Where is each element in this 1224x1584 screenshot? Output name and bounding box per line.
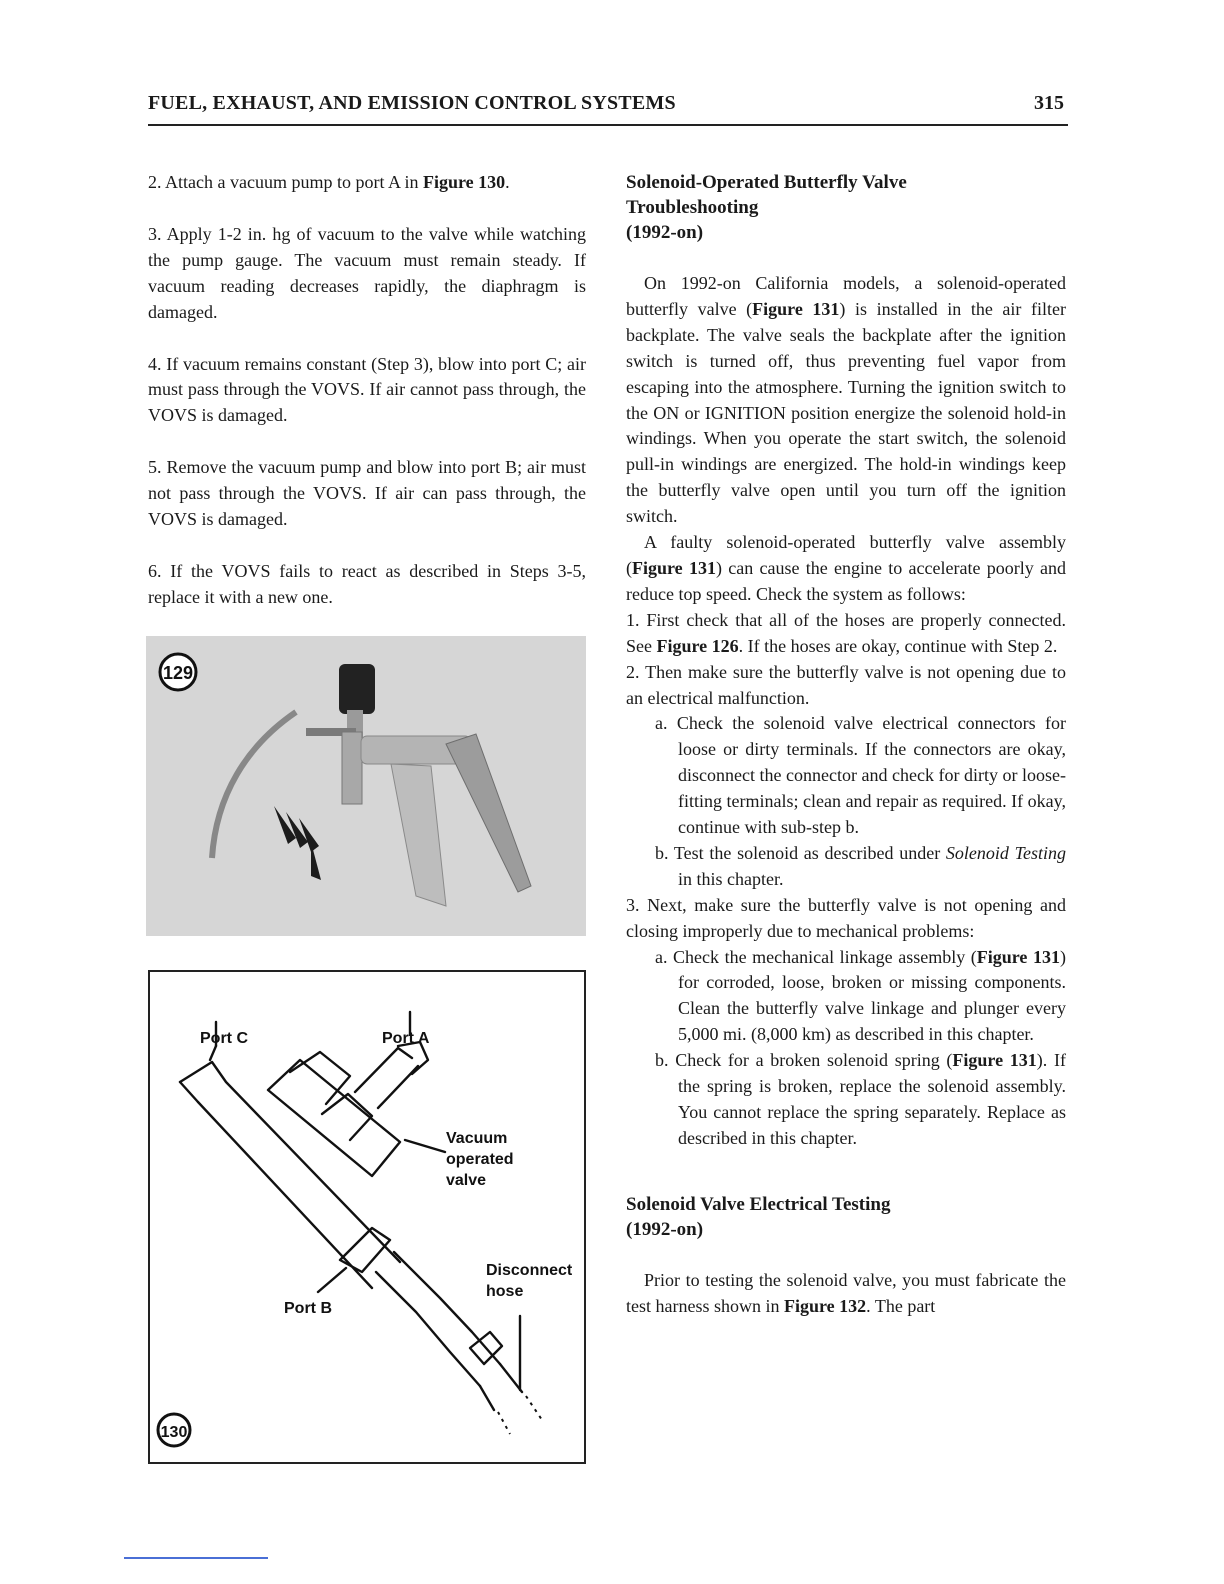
page-header — [148, 92, 1068, 126]
figure-129-photo — [146, 636, 586, 936]
label-disconnect-hose: Disconnect hose — [486, 1262, 573, 1300]
step-4: 4. If vacuum remains constant (Step 3), blow into port C; air must pass through the VOVS. If air cannot pass through, the VOVS is damaged. — [148, 353, 586, 426]
label-port-c: Port C — [200, 1030, 248, 1047]
step-3b: b. Check for a broken solenoid spring (Figure 131). If the spring is broken, replace the solenoid assembly. You cannot replace the spring separately. Replace as described in this chapter. — [655, 1050, 1066, 1148]
page-number: 315 — [1034, 92, 1064, 114]
step-2a: a. Check the solenoid valve electrical connectors for loose or dirty terminals. If the connectors are okay, disconnect the connector and check for dirty or loose-fitting terminals; clean and repair as required. If okay, continue with sub-step b. — [655, 713, 1066, 838]
step-3-mechanical: 3. Next, make sure the butterfly valve is not opening and closing improperly due to mechanical problems: — [626, 894, 1066, 941]
vacuum-pump-illustration — [146, 636, 586, 936]
vacuum-valve-leader-line — [405, 1140, 445, 1152]
figure-ref: Figure 130 — [422, 172, 506, 192]
step-5: 5. Remove the vacuum pump and blow into port B; air must not pass through the VOVS. If air can pass through, the VOVS is damaged. — [148, 457, 586, 530]
section-heading-electrical-testing: Solenoid Valve Electrical Testing (1992-on) — [626, 1193, 891, 1240]
section-heading-troubleshooting: Solenoid-Operated Butterfly Valve Troubleshooting (1992-on) — [626, 172, 907, 243]
paragraph-faulty-valve: A faulty solenoid-operated butterfly valve assembly (Figure 131) can cause the engine to accelerate poorly and reduce top speed. Check the system as follows: — [626, 532, 1066, 604]
label-vacuum-valve: Vacuum operated valve — [446, 1130, 514, 1189]
right-column — [626, 170, 1066, 1320]
figure-number-129: 129 — [162, 663, 194, 683]
step-6: 6. If the VOVS fails to react as described in Steps 3-5, replace it with a new one. — [148, 560, 586, 607]
gauge-icon — [339, 664, 375, 714]
label-port-b: Port B — [284, 1300, 332, 1317]
left-column — [148, 170, 586, 637]
step-1: 1. First check that all of the hoses are properly connected. See Figure 126. If the hoses are okay, continue with Step 2. — [626, 609, 1066, 656]
footer-rule — [124, 1557, 268, 1559]
figure-number-130: 130 — [160, 1424, 188, 1441]
port-b-fitting-icon — [340, 1228, 390, 1272]
paragraph-test-harness: Prior to testing the solenoid valve, you must fabricate the test harness shown in Figure 132. The part — [626, 1269, 1066, 1316]
label-port-a: Port A — [382, 1030, 430, 1047]
valve-body-icon — [268, 1060, 400, 1176]
step-2-electrical: 2. Then make sure the butterfly valve is not opening due to an electrical malfunction. — [626, 661, 1066, 708]
port-b-leader-line — [318, 1268, 346, 1292]
chapter-title: FUEL, EXHAUST, AND EMISSION CONTROL SYSTEMS — [148, 92, 676, 114]
step-2: 2. Attach a vacuum pump to port A in Figure 130. — [148, 172, 510, 192]
step-3: 3. Apply 1-2 in. hg of vacuum to the valve while watching the pump gauge. The vacuum must remain steady. If vacuum reading decreases rapidly, the diaphragm is damaged. — [148, 223, 586, 322]
figure-130-diagram — [148, 970, 586, 1464]
step-2b: b. Test the solenoid as described under Solenoid Testing in this chapter. — [655, 842, 1066, 889]
step-3a: a. Check the mechanical linkage assembly (Figure 131) for corroded, loose, broken or missing components. Clean the butterfly valve linkage and plunger every 5,000 mi. (8,000 km) as described in this chapter. — [655, 946, 1066, 1045]
paragraph-intro: On 1992-on California models, a solenoid-operated butterfly valve (Figure 131) is installed in the air filter backplate. The valve seals the backplate after the ignition switch is turned off, thus preventing fuel vapor from escaping into the atmosphere. Turning the ignition switch to the ON or IGNITION position energize the solenoid hold-in windings. When you operate the start switch, the solenoid pull-in windings are energized. The hold-in windings keep the butterfly valve open until you turn off the ignition switch. — [626, 273, 1066, 527]
